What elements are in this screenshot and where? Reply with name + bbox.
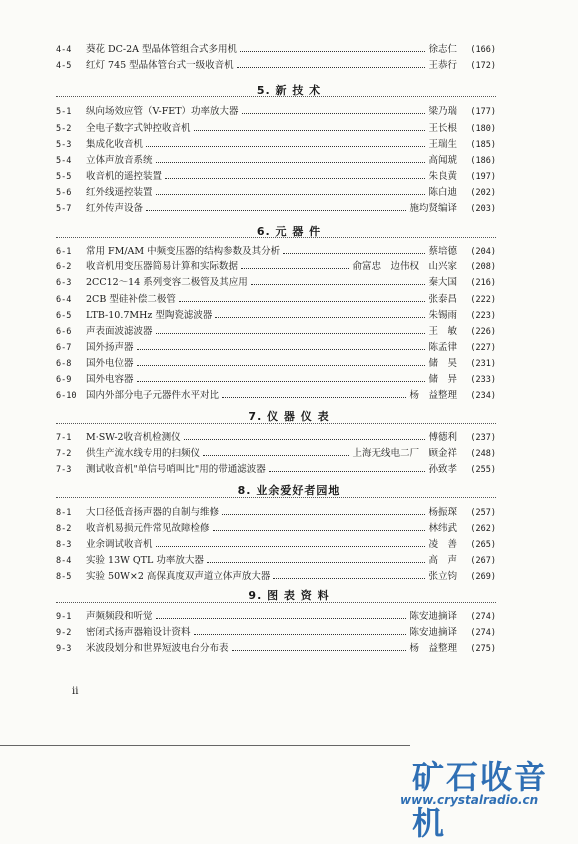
entry-title: 立体声放音系统 bbox=[86, 155, 153, 166]
entry-page: (262) bbox=[470, 524, 496, 534]
toc-entry bbox=[56, 446, 496, 461]
entry-author: 朱锡雨 bbox=[428, 310, 457, 321]
entry-number: 6-5 bbox=[56, 311, 72, 321]
dot-leader bbox=[146, 201, 406, 211]
entry-page: (180) bbox=[470, 124, 496, 134]
toc-entry bbox=[56, 462, 496, 477]
entry-title: 收音机的遥控装置 bbox=[86, 171, 163, 182]
entry-number: 6-2 bbox=[56, 262, 72, 272]
entry-page: (231) bbox=[470, 359, 496, 369]
entry-page: (233) bbox=[470, 375, 496, 385]
dot-leader bbox=[215, 308, 425, 318]
entry-number: 5-3 bbox=[56, 140, 72, 150]
section-divider bbox=[56, 602, 496, 603]
entry-author: 陈孟律 bbox=[428, 342, 457, 353]
entry-page: (269) bbox=[470, 572, 496, 582]
entry-page: (186) bbox=[470, 156, 496, 166]
section-heading-s5: 5. 新 技 术 bbox=[256, 84, 322, 97]
entry-number: 8-1 bbox=[56, 508, 72, 518]
entry-author: 凌 善 bbox=[428, 539, 457, 550]
section-divider bbox=[56, 237, 496, 238]
entry-number: 8-3 bbox=[56, 540, 72, 550]
entry-author: 张泰昌 bbox=[428, 294, 457, 305]
toc-entry bbox=[56, 121, 496, 136]
entry-number: 7-2 bbox=[56, 449, 72, 459]
section-divider bbox=[56, 96, 496, 97]
entry-page: (255) bbox=[470, 465, 496, 475]
entry-number: 5-2 bbox=[56, 124, 72, 134]
dot-leader bbox=[222, 505, 425, 515]
entry-number: 6-10 bbox=[56, 391, 77, 401]
entry-number: 9-3 bbox=[56, 644, 72, 654]
entry-page: (204) bbox=[470, 247, 496, 257]
dot-leader bbox=[146, 137, 425, 147]
entry-title: 收音机用变压器简易计算和实际数据 bbox=[86, 261, 239, 272]
toc-entry bbox=[56, 430, 496, 445]
entry-page: (274) bbox=[470, 628, 496, 638]
toc-entry bbox=[56, 625, 496, 640]
entry-author: 林纬武 bbox=[428, 523, 457, 534]
entry-author: 施均贤编译 bbox=[409, 203, 457, 214]
page-edge-line bbox=[0, 745, 410, 746]
dot-leader bbox=[137, 372, 426, 382]
entry-page: (267) bbox=[470, 556, 496, 566]
entry-title: 大口径低音扬声器的自制与维修 bbox=[86, 507, 220, 518]
entry-number: 8-4 bbox=[56, 556, 72, 566]
entry-page: (234) bbox=[470, 391, 496, 401]
entry-title: 业余调试收音机 bbox=[86, 539, 153, 550]
toc-entry bbox=[56, 340, 496, 355]
entry-author: 孙致孝 bbox=[428, 464, 457, 475]
toc-entry bbox=[56, 42, 496, 57]
entry-number: 6-7 bbox=[56, 343, 72, 353]
entry-author: 高闻琥 bbox=[428, 155, 457, 166]
entry-number: 9-1 bbox=[56, 612, 72, 622]
entry-number: 7-3 bbox=[56, 465, 72, 475]
entry-author: 王长根 bbox=[428, 123, 457, 134]
dot-leader bbox=[269, 462, 426, 472]
entry-title: 密闭式扬声器箱设计资料 bbox=[86, 627, 191, 638]
toc-entry bbox=[56, 569, 496, 584]
toc-entry bbox=[56, 308, 496, 323]
entry-number: 5-6 bbox=[56, 188, 72, 198]
entry-title: 国外电位器 bbox=[86, 358, 134, 369]
toc-entry bbox=[56, 553, 496, 568]
entry-author: 上海无线电二厂 顾金祥 bbox=[352, 448, 457, 459]
entry-page: (203) bbox=[470, 204, 496, 214]
entry-author: 傅德利 bbox=[428, 432, 457, 443]
toc-entry bbox=[56, 505, 496, 520]
watermark-brand: 矿石收音机 bbox=[412, 758, 549, 842]
section-divider bbox=[56, 497, 496, 498]
entry-title: 实验 50W×2 高保真度双声道立体声放大器 bbox=[86, 571, 271, 582]
entry-title: 声频频段和听觉 bbox=[86, 611, 153, 622]
entry-author: 陈安迪摘译 bbox=[409, 611, 457, 622]
dot-leader bbox=[179, 292, 426, 302]
entry-title: 红外传声设备 bbox=[86, 203, 144, 214]
dot-leader bbox=[156, 537, 426, 547]
entry-page: (202) bbox=[470, 188, 496, 198]
section-divider bbox=[56, 423, 496, 424]
entry-title: 红灯 745 型晶体管台式一级收音机 bbox=[86, 60, 234, 71]
watermark-url: www.crystalradio.cn bbox=[400, 793, 539, 807]
entry-author: 梁乃瑞 bbox=[428, 106, 457, 117]
entry-title: 声表面波滤波器 bbox=[86, 326, 153, 337]
entry-title: 红外线遥控装置 bbox=[86, 187, 153, 198]
toc-entry bbox=[56, 201, 496, 216]
section-heading-s8: 8. 业余爱好者园地 bbox=[237, 484, 341, 497]
entry-number: 6-4 bbox=[56, 295, 72, 305]
toc-entry bbox=[56, 388, 496, 403]
entry-author: 徐志仁 bbox=[428, 44, 457, 55]
entry-author: 王 敏 bbox=[428, 326, 457, 337]
entry-author: 储 异 bbox=[428, 374, 457, 385]
entry-number: 5-5 bbox=[56, 172, 72, 182]
toc-entry bbox=[56, 356, 496, 371]
toc-entry bbox=[56, 153, 496, 168]
entry-author: 俞富忠 边伟权 山兴家 bbox=[352, 261, 457, 272]
dot-leader bbox=[184, 430, 426, 440]
entry-title: 常用 FM/AM 中频变压器的结构参数及其分析 bbox=[86, 246, 281, 257]
toc-entry bbox=[56, 324, 496, 339]
entry-page: (248) bbox=[470, 449, 496, 459]
dot-leader bbox=[232, 641, 407, 651]
dot-leader bbox=[283, 244, 425, 254]
dot-leader bbox=[156, 609, 407, 619]
dot-leader bbox=[156, 185, 426, 195]
dot-leader bbox=[137, 356, 426, 366]
dot-leader bbox=[237, 58, 426, 68]
toc-entry bbox=[56, 137, 496, 152]
entry-title: 国内外部分电子元器件水平对比 bbox=[86, 390, 220, 401]
dot-leader bbox=[242, 104, 426, 114]
entry-title: 米波段划分和世界短波电台分布表 bbox=[86, 643, 229, 654]
dot-leader bbox=[273, 569, 425, 579]
entry-page: (216) bbox=[470, 278, 496, 288]
entry-number: 7-1 bbox=[56, 433, 72, 443]
entry-number: 4-5 bbox=[56, 61, 72, 71]
dot-leader bbox=[222, 388, 406, 398]
toc-entry bbox=[56, 641, 496, 656]
entry-page: (172) bbox=[470, 61, 496, 71]
toc-entry bbox=[56, 58, 496, 73]
dot-leader bbox=[156, 324, 426, 334]
entry-author: 陈白迪 bbox=[428, 187, 457, 198]
toc-entry bbox=[56, 609, 496, 624]
entry-page: (185) bbox=[470, 140, 496, 150]
entry-author: 杨 益整理 bbox=[409, 390, 457, 401]
toc-entry bbox=[56, 244, 496, 259]
entry-number: 6-1 bbox=[56, 247, 72, 257]
toc-entry bbox=[56, 521, 496, 536]
entry-title: 2CC12～14 系列变容二极管及其应用 bbox=[86, 277, 248, 288]
entry-title: LTB-10.7MHz 型陶瓷滤波器 bbox=[86, 310, 213, 321]
entry-title: 葵花 DC-2A 型晶体管组合式多用机 bbox=[86, 44, 238, 55]
entry-number: 6-8 bbox=[56, 359, 72, 369]
entry-page: (257) bbox=[470, 508, 496, 518]
toc-entry bbox=[56, 537, 496, 552]
entry-title: 纵向场效应管（V-FET）功率放大器 bbox=[86, 106, 239, 117]
dot-leader bbox=[240, 42, 425, 52]
entry-number: 4-4 bbox=[56, 45, 72, 55]
entry-author: 朱良黄 bbox=[428, 171, 457, 182]
dot-leader bbox=[251, 275, 426, 285]
entry-author: 蔡培德 bbox=[428, 246, 457, 257]
entry-number: 6-9 bbox=[56, 375, 72, 385]
entry-author: 高 声 bbox=[428, 555, 457, 566]
entry-author: 王恭行 bbox=[428, 60, 457, 71]
dot-leader bbox=[156, 153, 426, 163]
entry-author: 陈安迪摘译 bbox=[409, 627, 457, 638]
entry-number: 6-6 bbox=[56, 327, 72, 337]
entry-author: 王瑞生 bbox=[428, 139, 457, 150]
entry-number: 8-2 bbox=[56, 524, 72, 534]
dot-leader bbox=[241, 259, 349, 269]
dot-leader bbox=[194, 625, 407, 635]
section-heading-s7: 7. 仪 器 仪 表 bbox=[248, 410, 330, 423]
entry-number: 5-1 bbox=[56, 107, 72, 117]
entry-author: 杨 益整理 bbox=[409, 643, 457, 654]
entry-author: 杨振琛 bbox=[428, 507, 457, 518]
entry-number: 5-7 bbox=[56, 204, 72, 214]
entry-number: 8-5 bbox=[56, 572, 72, 582]
entry-page: (274) bbox=[470, 612, 496, 622]
entry-author: 储 昊 bbox=[428, 358, 457, 369]
page-folio: ii bbox=[72, 686, 79, 697]
entry-page: (237) bbox=[470, 433, 496, 443]
toc-entry bbox=[56, 275, 496, 290]
entry-page: (227) bbox=[470, 343, 496, 353]
toc-entry bbox=[56, 259, 496, 274]
entry-title: 全电子数字式钟控收音机 bbox=[86, 123, 191, 134]
toc-entry bbox=[56, 169, 496, 184]
dot-leader bbox=[137, 340, 426, 350]
entry-title: 实验 13W QTL 功率放大器 bbox=[86, 555, 204, 566]
section-heading-s9: 9. 图 表 资 料 bbox=[248, 589, 330, 602]
entry-page: (197) bbox=[470, 172, 496, 182]
section-heading-s6: 6. 元 器 件 bbox=[256, 225, 322, 238]
dot-leader bbox=[194, 121, 426, 131]
dot-leader bbox=[165, 169, 425, 179]
entry-page: (265) bbox=[470, 540, 496, 550]
toc-entry bbox=[56, 104, 496, 119]
entry-page: (177) bbox=[470, 107, 496, 117]
toc-entry bbox=[56, 185, 496, 200]
entry-title: 收音机易损元件常见故障检修 bbox=[86, 523, 210, 534]
entry-title: 集成化收音机 bbox=[86, 139, 144, 150]
toc-entry bbox=[56, 372, 496, 387]
entry-title: 国外扬声器 bbox=[86, 342, 134, 353]
entry-title: 国外电容器 bbox=[86, 374, 134, 385]
entry-page: (223) bbox=[470, 311, 496, 321]
entry-title: M·SW-2收音机检测仪 bbox=[86, 432, 181, 443]
toc-entry bbox=[56, 292, 496, 307]
entry-title: 2CB 型硅补偿二极管 bbox=[86, 294, 176, 305]
entry-page: (166) bbox=[470, 45, 496, 55]
entry-page: (275) bbox=[470, 644, 496, 654]
entry-page: (226) bbox=[470, 327, 496, 337]
dot-leader bbox=[207, 553, 426, 563]
dot-leader bbox=[203, 446, 349, 456]
entry-number: 5-4 bbox=[56, 156, 72, 166]
entry-number: 9-2 bbox=[56, 628, 72, 638]
entry-author: 张立钧 bbox=[428, 571, 457, 582]
entry-author: 秦大国 bbox=[428, 277, 457, 288]
entry-number: 6-3 bbox=[56, 278, 72, 288]
dot-leader bbox=[213, 521, 426, 531]
entry-page: (208) bbox=[470, 262, 496, 272]
entry-title: 测试收音机"单信号哨叫比"用的带通滤波器 bbox=[86, 464, 266, 475]
entry-page: (222) bbox=[470, 295, 496, 305]
entry-title: 供生产流水线专用的扫频仪 bbox=[86, 448, 201, 459]
